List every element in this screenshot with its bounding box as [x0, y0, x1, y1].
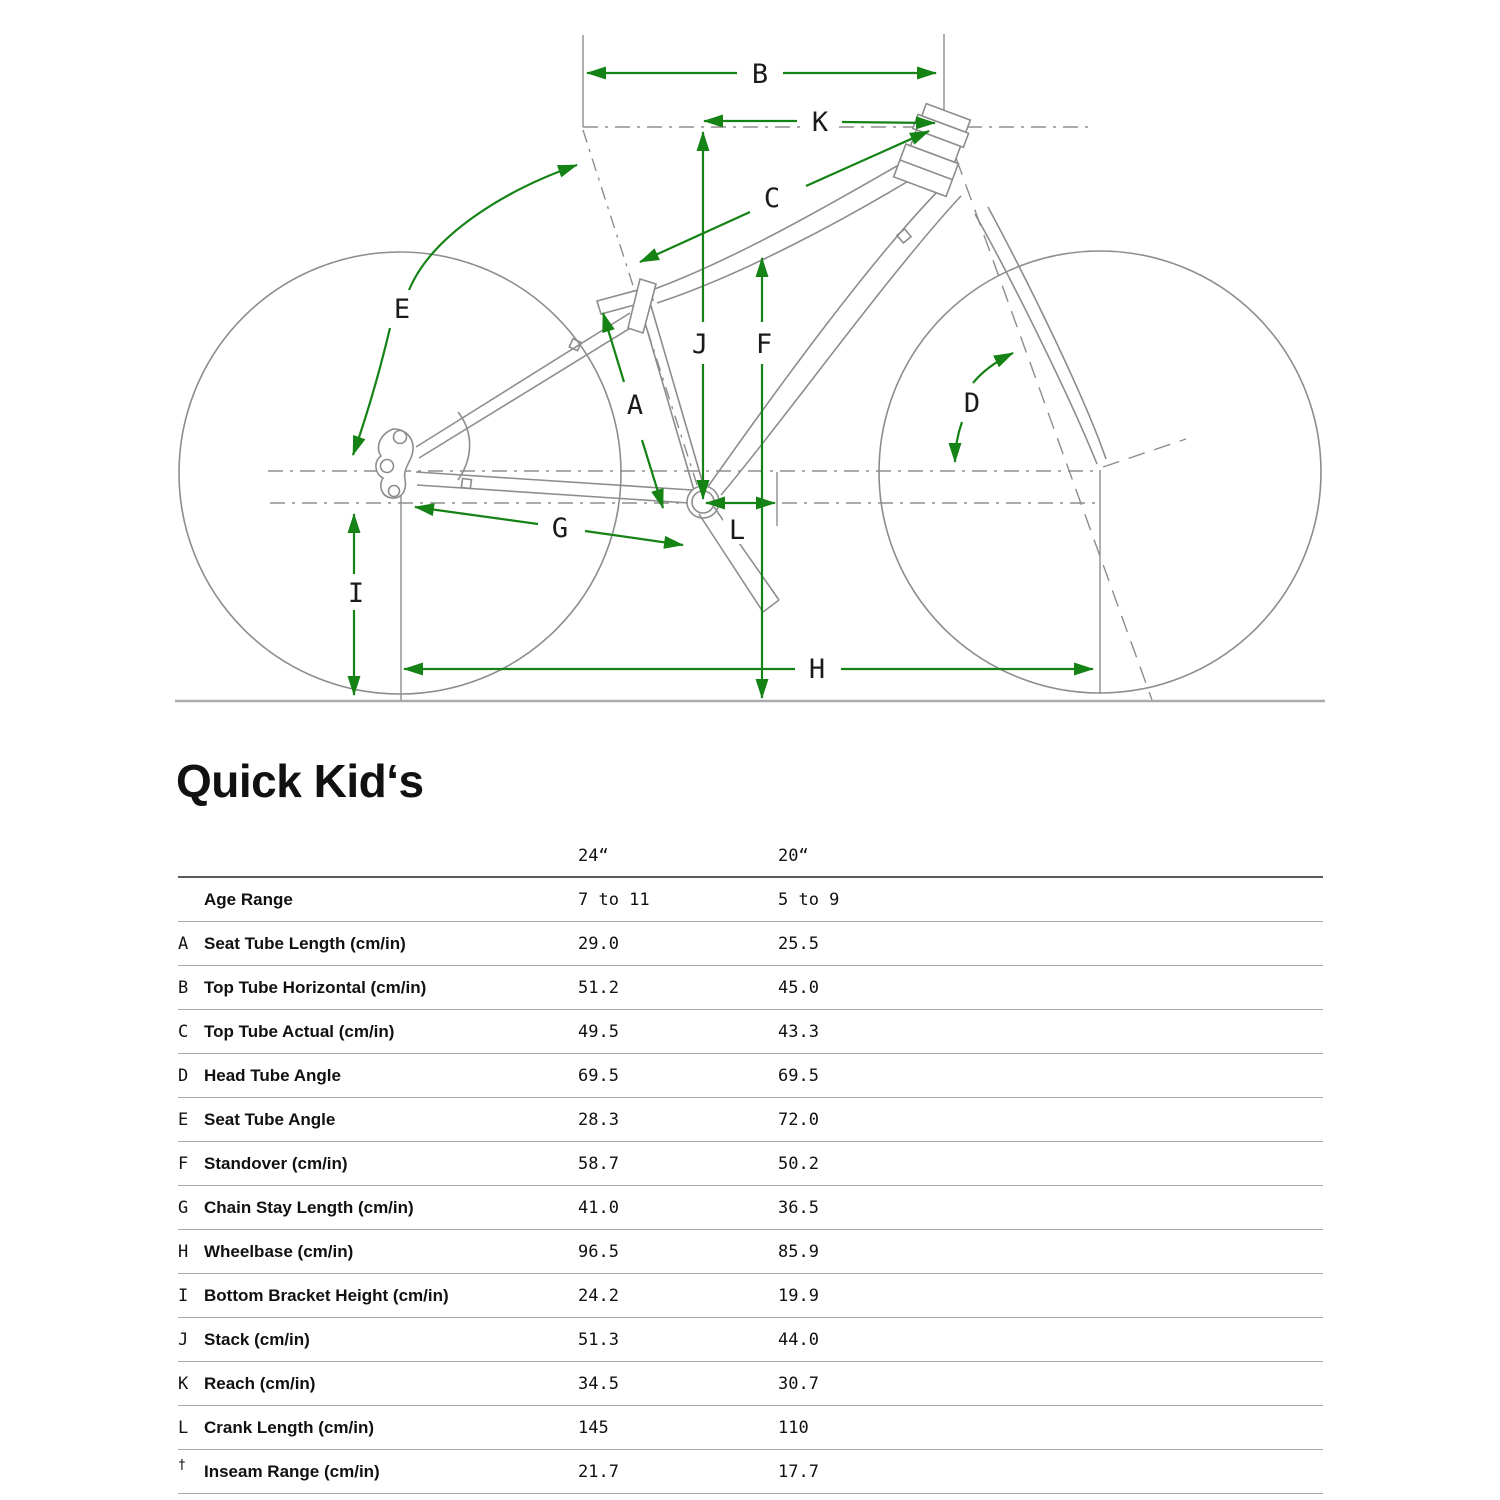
dimension-arrows	[353, 73, 1093, 698]
dim-letter-C: C	[763, 183, 781, 214]
table-row-I: I Bottom Bracket Height (cm/in) 24.2 19.9	[178, 1274, 1323, 1318]
dropout-bolt	[394, 431, 407, 444]
dagger-symbol: †	[178, 1458, 186, 1473]
table-row-E: E Seat Tube Angle 28.3 72.0	[178, 1098, 1323, 1142]
table-header-row	[178, 836, 1323, 878]
table-row-H: H Wheelbase (cm/in) 96.5 85.9	[178, 1230, 1323, 1274]
seat-stay	[416, 313, 630, 447]
dim-letter-A: A	[626, 390, 644, 421]
table-row-age-range: Age Range 7 to 11 5 to 9	[178, 878, 1323, 922]
table-row-D: D Head Tube Angle 69.5 69.5	[178, 1054, 1323, 1098]
page-title: Quick Kid‘s	[176, 755, 424, 807]
label-C	[758, 182, 786, 214]
chainstay-boss	[461, 478, 471, 488]
table-row-A: A Seat Tube Length (cm/in) 29.0 25.5	[178, 922, 1323, 966]
label-L	[723, 514, 751, 546]
label-K	[806, 106, 834, 138]
label-E	[388, 293, 416, 325]
geometry-diagram	[0, 0, 1500, 740]
down-tube	[707, 183, 946, 488]
label-A	[621, 389, 649, 421]
top-tube	[649, 152, 921, 291]
dim-letter-K: K	[811, 107, 829, 138]
dim-letter-L: L	[728, 515, 746, 546]
label-D	[958, 387, 986, 419]
seat-stay-yoke	[458, 412, 470, 480]
dim-letter-J: J	[691, 329, 709, 360]
vertical-reference-lines	[401, 34, 1100, 701]
table-row-L: L Crank Length (cm/in) 145 110	[178, 1406, 1323, 1450]
label-H	[803, 653, 831, 685]
table-row-K: K Reach (cm/in) 34.5 30.7	[178, 1362, 1323, 1406]
bottle-boss	[897, 229, 911, 243]
column-header-24: 24“	[578, 846, 609, 866]
table-row-inseam: † Inseam Range (cm/in) 21.7 17.7	[178, 1450, 1323, 1494]
table-row-J: J Stack (cm/in) 51.3 44.0	[178, 1318, 1323, 1362]
column-header-20: 20“	[778, 846, 809, 866]
dim-letter-H: H	[808, 654, 826, 685]
dim-letter-D: D	[963, 388, 981, 419]
dimension-E	[353, 165, 577, 455]
fork-offset-line	[1103, 439, 1186, 467]
label-G	[546, 512, 574, 544]
table-row-C: C Top Tube Actual (cm/in) 49.5 43.3	[178, 1010, 1323, 1054]
label-J	[686, 328, 714, 360]
table-row-F: F Standover (cm/in) 58.7 50.2	[178, 1142, 1323, 1186]
dim-letter-E: E	[393, 294, 411, 325]
table-row-G: G Chain Stay Length (cm/in) 41.0 36.5	[178, 1186, 1323, 1230]
stay-boss	[569, 339, 581, 351]
label-F	[750, 328, 778, 360]
dim-letter-B: B	[751, 59, 769, 90]
dim-letter-G: G	[551, 513, 569, 544]
dim-letter-I: I	[347, 578, 365, 609]
label-B	[746, 58, 774, 90]
reference-lines	[268, 108, 1186, 700]
geometry-table	[178, 836, 1323, 1494]
table-row-B: B Top Tube Horizontal (cm/in) 51.2 45.0	[178, 966, 1323, 1010]
label-I	[342, 577, 370, 609]
dimension-labels	[342, 58, 986, 685]
dim-letter-F: F	[755, 329, 773, 360]
